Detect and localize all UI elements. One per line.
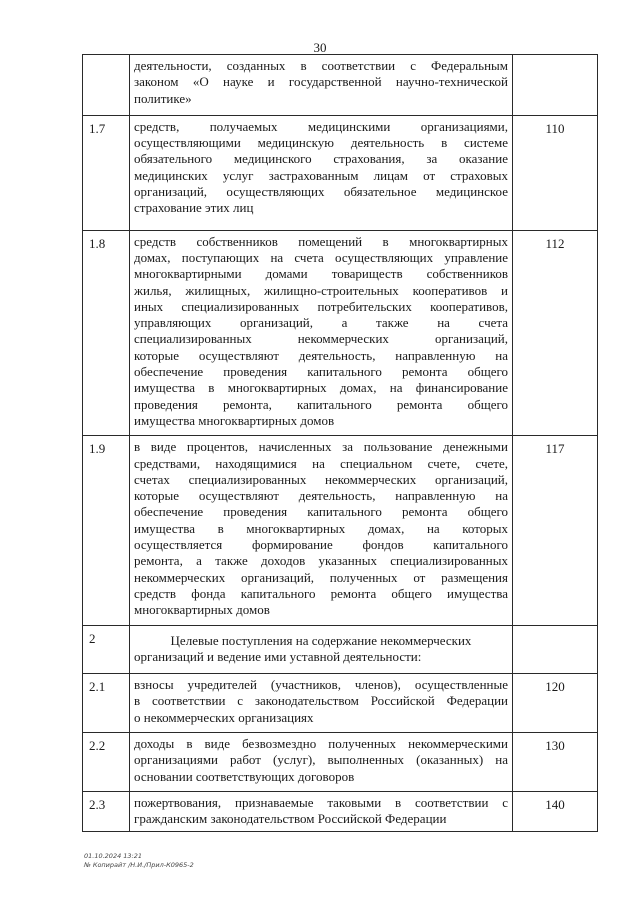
description-line: осуществляющими медицинскую деятельность в системе: [134, 135, 508, 151]
table-row: [83, 674, 598, 733]
description-line: основании соответствующих договоров: [134, 768, 355, 784]
footer-reference: № Копирайт /Н.И./Прил-К0965-2: [84, 861, 194, 869]
description-line: управляющих организаций, а также на счета: [134, 315, 508, 331]
table-row: [83, 55, 598, 116]
description-line: политике»: [134, 90, 192, 106]
income-code-cell: 110: [513, 115, 598, 230]
description-line: домах, поступающих на счета осуществляющих управление: [134, 249, 508, 265]
table-body: [83, 55, 598, 832]
income-code-cell: 120: [513, 674, 598, 733]
description-line: доходы в виде безвозмездно полученных некоммерческими: [134, 735, 508, 751]
description-line: имущества в многоквартирных домах, на которых: [134, 520, 508, 536]
section-heading-cell: [130, 625, 513, 674]
page-number: 30: [313, 40, 327, 55]
description-line: обязательного медицинского страхования, за оказание: [134, 151, 508, 167]
row-number-cell: 1.7: [83, 115, 130, 230]
description-line: иных специализированных потребительских кооперативов,: [134, 298, 508, 314]
description-line: в виде процентов, начисленных за пользование денежными: [134, 439, 508, 455]
description-line: организаций и ведение ими уставной деятельности:: [134, 648, 422, 664]
description-line: в соответствии с законодательством Российской Федерации: [134, 693, 508, 709]
description-line: которые осуществляют деятельность, направленную на: [134, 347, 508, 363]
description-line: осуществляется формирование фондов капитального: [134, 537, 508, 553]
description-cell: [130, 230, 513, 436]
document-footer-stamp: [84, 852, 194, 870]
description-cell: [130, 791, 513, 832]
description-cell: [130, 436, 513, 625]
description-line: гражданским законодательством Российской Федерации: [134, 811, 447, 827]
description-line: страхование этих лиц: [134, 200, 254, 216]
description-line: имущества многоквартирных домов: [134, 412, 335, 428]
income-code-cell: 140: [513, 791, 598, 832]
description-line: многоквартирных домов: [134, 602, 270, 618]
description-line: пожертвования, признаваемые таковыми в соответствии с: [134, 794, 508, 810]
row-number-cell: [83, 55, 130, 116]
footer-timestamp: 01.10.2024 13:21: [84, 852, 143, 860]
table-row: [83, 625, 598, 674]
description-line: обеспечение проведения капитального ремонта общего: [134, 504, 508, 520]
table-row: [83, 115, 598, 230]
description-line: некоммерческих организаций, полученных от размещения: [134, 569, 508, 585]
description-line: имущества в многоквартирных домах, на финансирование: [134, 380, 508, 396]
description-line: жилья, жилищных, жилищно-строительных кооперативов и: [134, 282, 508, 298]
row-number-cell: 2.3: [83, 791, 130, 832]
table-row: [83, 791, 598, 832]
description-line: организаций, осуществляющих обязательное медицинское: [134, 184, 508, 200]
description-line: многоквартирными домами товариществ собственников: [134, 266, 508, 282]
table-row: [83, 436, 598, 625]
description-line: Целевые поступления на содержание некоммерческих: [170, 632, 472, 648]
description-line: обеспечение проведения капитального ремонта общего: [134, 364, 508, 380]
income-code-cell: [513, 55, 598, 116]
description-line: медицинских услуг застрахованным лицам от страховых: [134, 167, 508, 183]
description-line: средств, получаемых медицинскими организациями,: [134, 118, 508, 134]
description-line: которые осуществляют деятельность, направленную на: [134, 488, 508, 504]
description-line: деятельности, созданных в соответствии с Федеральным: [134, 58, 508, 73]
row-number-cell: 2.2: [83, 732, 130, 791]
income-codes-table: [82, 54, 598, 832]
description-line: средств фонда капитального ремонта общего имущества: [134, 585, 508, 601]
description-line: взносы учредителей (участников, членов), осуществленные: [134, 677, 508, 693]
row-number-cell: 2: [83, 625, 130, 674]
row-number-cell: 1.9: [83, 436, 130, 625]
description-line: специализированных некоммерческих организаций,: [134, 331, 508, 347]
description-cell: [130, 732, 513, 791]
description-line: средствами, находящимися на специальном счете, счете,: [134, 455, 508, 471]
income-code-cell: [513, 625, 598, 674]
income-code-cell: 112: [513, 230, 598, 436]
description-line: организациями работ (услуг), выполненных (оказанных) на: [134, 752, 508, 768]
description-line: средств собственников помещений в многоквартирных: [134, 233, 508, 249]
description-cell: [130, 115, 513, 230]
row-number-cell: 1.8: [83, 230, 130, 436]
description-cell: [130, 55, 513, 116]
row-number-cell: 2.1: [83, 674, 130, 733]
description-cell: [130, 674, 513, 733]
income-code-cell: 117: [513, 436, 598, 625]
description-line: ремонта, а также доходов указанных специализированных: [134, 553, 508, 569]
table-row: [83, 732, 598, 791]
description-line: счетах специализированных некоммерческих организаций,: [134, 471, 508, 487]
description-line: проведения ремонта, капитального ремонта общего: [134, 396, 508, 412]
description-line: о некоммерческих организациях: [134, 709, 314, 725]
income-code-cell: 130: [513, 732, 598, 791]
description-line: законом «О науке и государственной научно-технической: [134, 74, 508, 90]
table-row: [83, 230, 598, 436]
